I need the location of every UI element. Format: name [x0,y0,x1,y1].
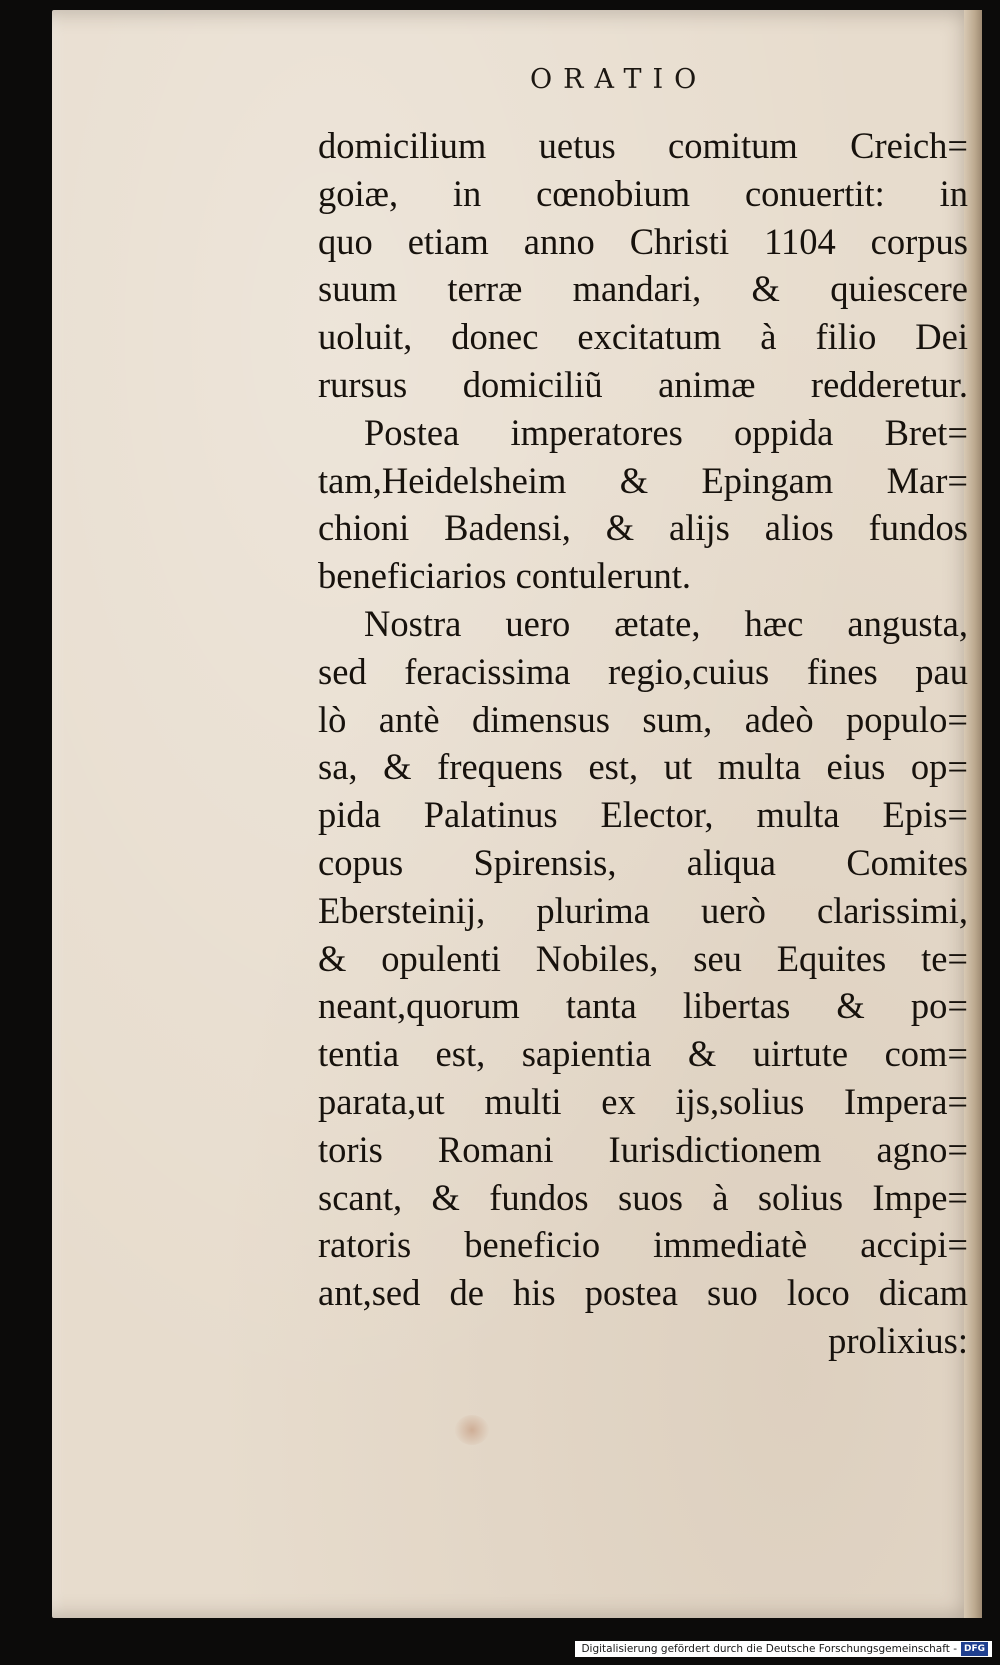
text-line: tam,Heidelsheim & Epingam Mar= [318,459,968,501]
text-line: Nostra uero ætate, hæc angusta, [364,602,968,644]
body-text [318,122,968,1365]
text-line: tentia est, sapientia & uirtute com= [318,1033,968,1075]
digitization-credit [575,1641,992,1657]
text-line: ratoris beneficio immediatè accipi= [318,1224,968,1266]
text-line: copus Spirensis, aliqua Comites [318,841,968,883]
text-line: Postea imperatores oppida Bret= [364,411,968,453]
text-line: chioni Badensi, & alijs alios fundos [318,507,968,549]
dfg-logo: DFG [961,1642,988,1656]
text-line: toris Romani Iurisdictionem agno= [318,1128,968,1170]
text-line: Ebersteinij, plurima uerò clarissimi, [318,889,968,931]
text-line: quo etiam anno Christi 1104 corpus [318,220,968,262]
text-line: uoluit, donec excitatum à filio Dei [318,316,968,358]
text-line: suum terræ mandari, & quiescere [318,268,968,310]
text-line: lò antè dimensus sum, adeò populo= [318,698,968,740]
text-line: sed feracissima regio,cuius fines pau [318,650,968,692]
text-line: ant,sed de his postea suo loco dicam [318,1272,968,1314]
text-line: parata,ut multi ex ijs,solius Impera= [318,1080,968,1122]
text-line: domicilium uetus comitum Creich= [318,125,968,166]
text-line: prolixius: [828,1319,968,1361]
credit-text: Digitalisierung gefördert durch die Deutsche Forschungsgemeinschaft - [581,1643,957,1655]
text-line: goiæ, in cœnobium conuertit: in [318,172,968,214]
text-line: sa, & frequens est, ut multa eius op= [318,746,968,788]
running-header: ORATIO [530,64,708,95]
text-line: & opulenti Nobiles, seu Equites te= [318,937,968,979]
text-line: rursus domiciliũ animæ redderetur. [318,363,968,405]
text-line: scant, & fundos suos à solius Impe= [318,1176,968,1218]
text-line: pida Palatinus Elector, multa Epis= [318,794,968,836]
text-line: neant,quorum tanta libertas & po= [318,985,968,1027]
paper-stain [455,1415,489,1445]
text-line: beneficiarios contulerunt. [318,555,691,597]
